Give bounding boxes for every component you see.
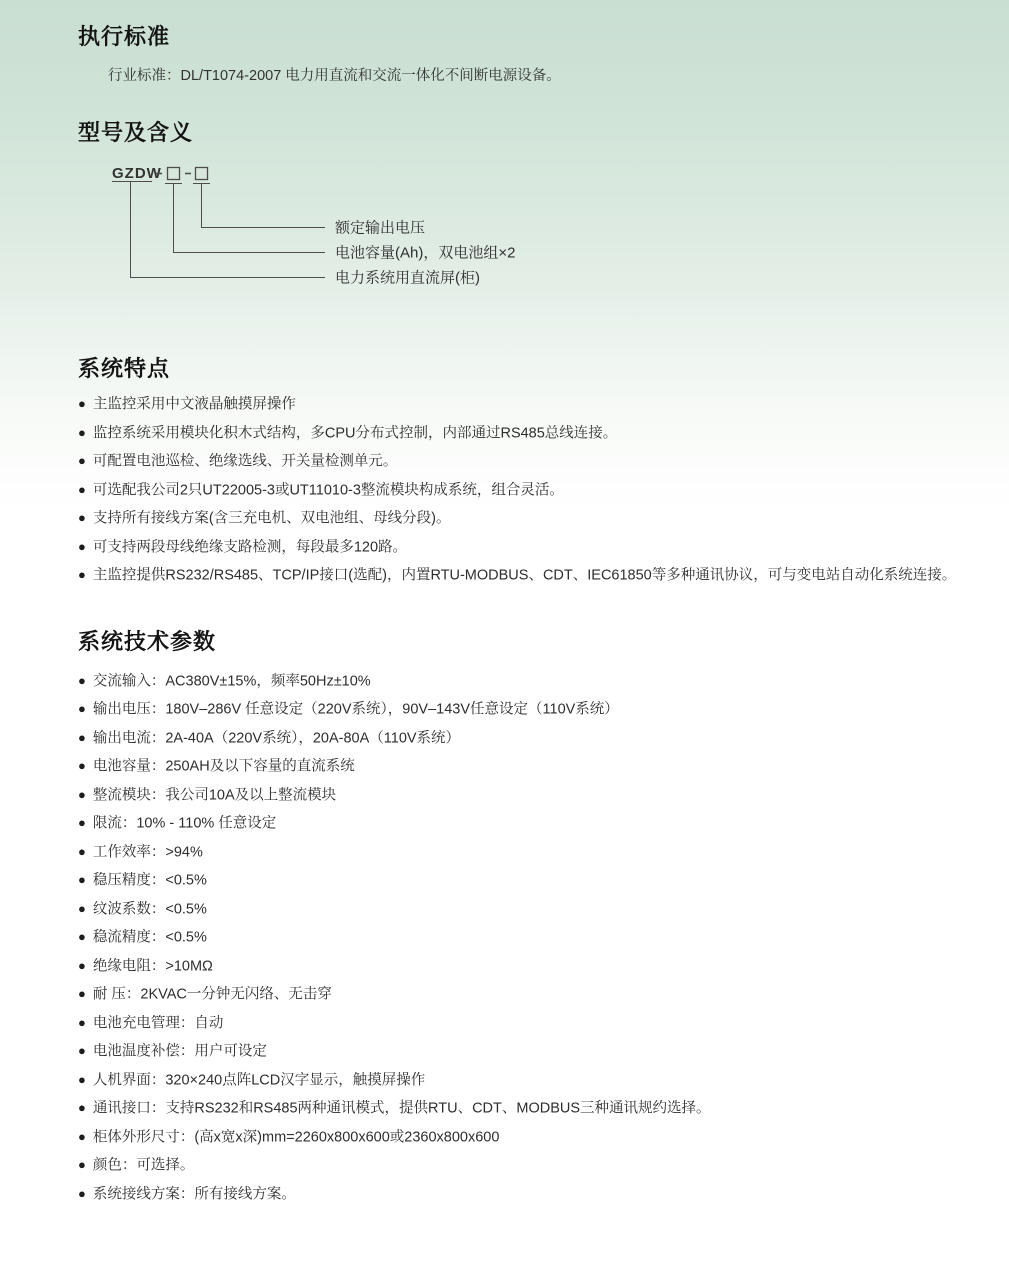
model-box-2 xyxy=(196,168,208,180)
feature-item xyxy=(78,504,953,533)
feature-item xyxy=(78,561,957,590)
parameter-text: 绝缘电阻：>10MΩ xyxy=(92,958,213,974)
parameter-text: 柜体外形尺寸：(高x宽x深)mm=2260x800x600或2360x800x600 xyxy=(92,1129,500,1145)
feature-item xyxy=(78,447,953,476)
bullet-icon: ● xyxy=(78,815,86,830)
parameter-text: 稳流精度：<0.5% xyxy=(92,929,207,946)
parameter-item xyxy=(78,695,953,724)
parameter-item xyxy=(78,952,953,981)
bullet-icon: ● xyxy=(78,843,86,859)
parameter-text: 纹波系数：<0.5% xyxy=(92,901,207,917)
bullet-icon: ● xyxy=(78,672,86,688)
section-system-features xyxy=(78,356,957,590)
bullet-icon: ● xyxy=(78,957,86,973)
parameter-item xyxy=(78,1180,953,1209)
bullet-icon: ● xyxy=(78,1071,86,1087)
parameter-item xyxy=(78,923,953,952)
label-battery-capacity: 电池容量(Ah)，双电池组×2 xyxy=(335,244,516,262)
feature-text: 可配置电池巡检、绝缘选线、开关量检测单元。 xyxy=(92,453,398,470)
bullet-icon: ● xyxy=(78,538,86,554)
parameter-item xyxy=(78,781,953,810)
section-title-technical-parameters: 系统技术参数 xyxy=(78,628,217,654)
bullet-icon: ● xyxy=(78,396,86,411)
bullet-icon: ● xyxy=(78,1128,86,1144)
parameters-list xyxy=(78,667,953,1209)
section-title-execution-standard: 执行标准 xyxy=(78,24,171,49)
parameter-item xyxy=(78,980,953,1009)
parameter-text: 输出电流：2A-40A（220V系统），20A-80A（110V系统） xyxy=(92,730,461,746)
parameter-item xyxy=(78,1151,953,1180)
feature-text: 可支持两段母线绝缘支路检测，每段最多120路。 xyxy=(92,539,408,555)
bullet-icon: ● xyxy=(78,481,86,497)
section-title-system-features: 系统特点 xyxy=(78,356,171,381)
parameter-item xyxy=(78,809,953,838)
parameter-text: 通讯接口：支持RS232和RS485两种通讯模式，提供RTU、CDT、MODBUS三种通讯规约选择。 xyxy=(92,1100,711,1117)
bullet-icon: ● xyxy=(78,986,86,1001)
parameter-item xyxy=(78,895,953,924)
parameter-item xyxy=(78,667,953,696)
bullet-icon: ● xyxy=(78,929,86,944)
bullet-icon: ● xyxy=(78,872,86,887)
parameter-text: 整流模块：我公司10A及以上整流模块 xyxy=(92,787,337,803)
model-box-1 xyxy=(168,168,180,180)
parameter-text: 输出电压：180V–286V 任意设定（220V系统），90V–143V任意设定（110V系统） xyxy=(92,701,619,718)
bullet-icon: ● xyxy=(78,1157,86,1172)
model-code-text: GZDW xyxy=(112,165,162,182)
parameter-item xyxy=(78,1037,953,1066)
feature-text: 支持所有接线方案(含三充电机、双电池组、母线分段)。 xyxy=(92,510,451,527)
connector-rated-output-voltage xyxy=(202,184,326,228)
parameter-item xyxy=(78,838,953,867)
bullet-icon: ● xyxy=(78,424,86,440)
bullet-icon: ● xyxy=(78,758,86,773)
section-execution-standard xyxy=(78,24,953,86)
parameter-item xyxy=(78,1123,953,1152)
section-title-model-meaning: 型号及含义 xyxy=(78,120,194,145)
feature-item xyxy=(78,390,953,419)
bullet-icon: ● xyxy=(78,1043,86,1058)
industry-standard-text: 行业标准：DL/T1074-2007 电力用直流和交流一体化不间断电源设备。 xyxy=(108,68,561,84)
feature-text: 监控系统采用模块化积木式结构，多CPU分布式控制，内部通过RS485总线连接。 xyxy=(92,425,618,441)
bullet-icon: ● xyxy=(78,567,86,582)
bullet-icon: ● xyxy=(78,900,86,916)
connector-dc-panel xyxy=(131,182,326,278)
section-model-meaning xyxy=(78,120,953,292)
feature-item xyxy=(78,533,953,562)
features-list xyxy=(78,390,957,590)
parameter-text: 电池温度补偿：用户可设定 xyxy=(92,1043,267,1060)
parameter-text: 系统接线方案：所有接线方案。 xyxy=(92,1186,296,1202)
feature-text: 主监控采用中文液晶触摸屏操作 xyxy=(92,396,296,413)
parameter-item xyxy=(78,1066,953,1095)
section-technical-parameters xyxy=(78,629,953,1209)
bullet-icon: ● xyxy=(78,701,86,716)
parameter-text: 工作效率：>94% xyxy=(92,844,203,860)
parameter-text: 稳压精度：<0.5% xyxy=(92,872,207,889)
bullet-icon: ● xyxy=(78,1185,86,1201)
feature-text: 可选配我公司2只UT22005-3或UT11010-3整流模块构成系统，组合灵活。 xyxy=(92,482,564,498)
parameter-item xyxy=(78,752,953,781)
bullet-icon: ● xyxy=(78,786,86,802)
bullet-icon: ● xyxy=(78,1100,86,1115)
connector-battery-capacity xyxy=(174,184,326,253)
parameter-text: 电池充电管理：自动 xyxy=(92,1015,224,1031)
parameter-item xyxy=(78,1094,953,1123)
parameter-item xyxy=(78,724,953,753)
bullet-icon: ● xyxy=(78,1014,86,1030)
label-dc-panel: 电力系统用直流屏(柜) xyxy=(335,269,480,287)
feature-item xyxy=(78,419,953,448)
parameter-text: 颜色：可选择。 xyxy=(92,1157,195,1174)
feature-text: 主监控提供RS232/RS485、TCP/IP接口(选配)，内置RTU-MODBUS、CDT、IEC61850等多种通讯协议，可与变电站自动化系统连接。 xyxy=(92,567,957,584)
bullet-icon: ● xyxy=(78,729,86,745)
parameter-text: 限流：10% - 110% 任意设定 xyxy=(92,815,277,832)
label-rated-output-voltage: 额定输出电压 xyxy=(335,219,426,237)
feature-item xyxy=(78,476,953,505)
parameter-item xyxy=(78,1009,953,1038)
model-code-diagram xyxy=(110,164,953,292)
parameter-text: 耐 压：2KVAC一分钟无闪络、无击穿 xyxy=(92,986,332,1003)
bullet-icon: ● xyxy=(78,453,86,468)
model-diagram-svg xyxy=(110,164,790,292)
bullet-icon: ● xyxy=(78,510,86,525)
parameter-text: 交流输入：AC380V±15%，频率50Hz±10% xyxy=(92,673,371,689)
parameter-item xyxy=(78,866,953,895)
parameter-text: 人机界面：320×240点阵LCD汉字显示，触摸屏操作 xyxy=(92,1072,426,1088)
parameter-text: 电池容量：250AH及以下容量的直流系统 xyxy=(92,758,355,775)
